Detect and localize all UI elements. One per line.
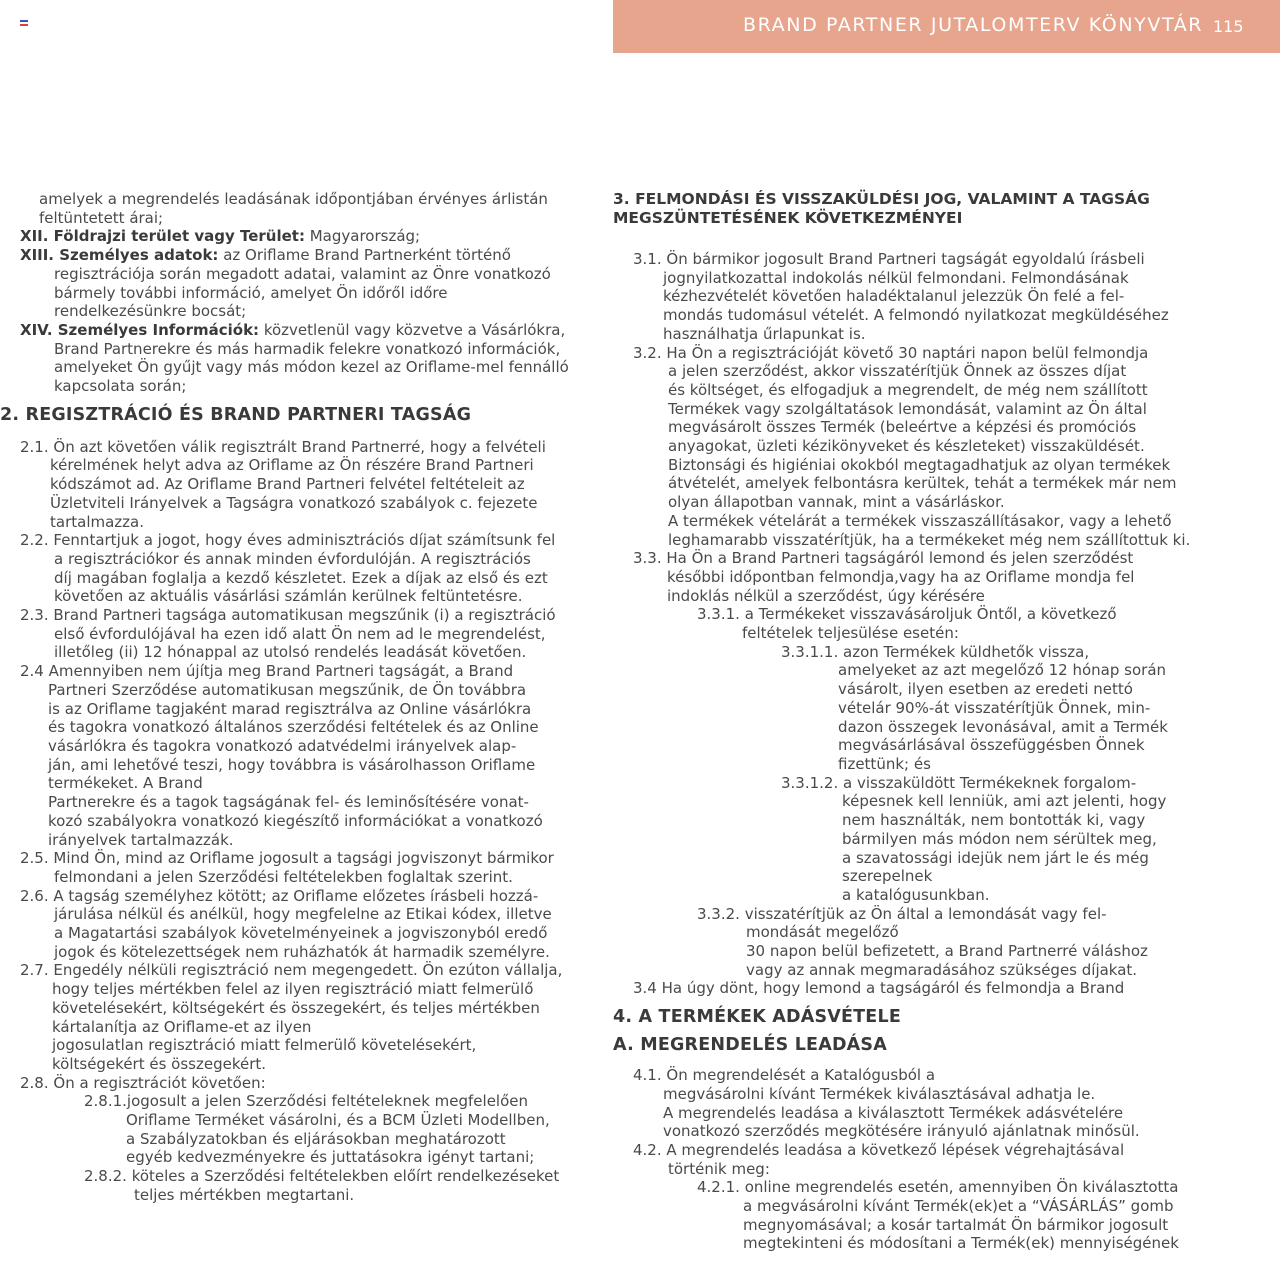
text-line: indoklás nélkül a szerződést, úgy kérésére (667, 586, 985, 605)
text-line: 30 napon belül befizetett, a Brand Partnerré váláshoz (746, 942, 1148, 961)
text-line: közvetlenül vagy közvetve a Vásárlókra, (259, 320, 566, 339)
text-line: járulása nélkül és anélkül, hogy megfelelne az Etikai kódex, illetve (54, 905, 552, 924)
clause-4-2-1 (613, 1178, 1278, 1253)
clause-3-1 (613, 250, 1278, 344)
definition-xiv (0, 321, 606, 396)
text-line: vásárlókra és tagokra vonatkozó adatvédelmi irányelvek alap- (48, 736, 517, 755)
clause-3-3-2 (613, 905, 1278, 980)
text-line: 3.3.1.2. a visszaküldött Termékeknek forgalom- (781, 773, 1137, 792)
text-line: használhatja űrlapunkat is. (663, 324, 866, 343)
text-line: Magyarország; (304, 227, 421, 246)
text-line: Termékek vagy szolgáltatások lemondását, valamint az Ön által (668, 399, 1147, 418)
text-line: az Oriflame Brand Partnerként történő (218, 246, 511, 265)
text-line: bármilyen más módon nem sérültek meg, (842, 829, 1157, 848)
text-line: a Szabályzatokban és eljárásokban meghatározott (126, 1129, 506, 1148)
text-line: 3.2. Ha Ön a regisztrációját követő 30 naptári napon belül felmondja (633, 343, 1149, 362)
text-line: amelyeket Ön gyűjt vagy más módon kezel az Oriflame-mel fennálló (54, 358, 569, 377)
text-line: díj magában foglalja a kezdő készletet. Ezek a díjak az első és ezt (54, 568, 548, 587)
text-line: a megvásárolni kívánt Termék(ek)et a “VÁSÁRLÁS” gomb (743, 1197, 1174, 1216)
text-line: megvásárlásával összefüggésben Önnek (838, 736, 1145, 755)
text-line: 3.3.1.1. azon Termékek küldhetők vissza, (781, 642, 1090, 661)
clause-3-3-1-1 (613, 643, 1278, 774)
text-line: teljes mértékben megtartani. (134, 1185, 355, 1204)
page-header (613, 0, 1280, 53)
text-line: megvásárolt összes Termék (beleértve a képzési és promóciós (668, 418, 1137, 437)
text-line: Partnerekre és a tagok tagságának fel- és leminősítésére vonat- (48, 793, 529, 812)
section-3-heading (613, 190, 1278, 228)
text-line: A megrendelés leadása a kiválasztott Termékek adásvételére (663, 1103, 1124, 1122)
text-line: megvásárolni kívánt Termékek kiválasztásával adhatja le. (663, 1084, 1096, 1103)
text-line: 3.3.1. a Termékeket visszavásároljuk Öntől, a következő (697, 605, 1117, 624)
text-line: követelésekért, költségekért és összegekért, és teljes mértékben (52, 998, 540, 1017)
text-line: követően az aktuális vásárlási számlán kerülnek feltüntetésre. (54, 587, 523, 606)
text-line: jogosulatlan regisztráció miatt felmerülő követelésekért, (52, 1036, 477, 1055)
text-line: egyéb kedvezményekre és juttatásokra igényt tartani; (126, 1148, 535, 1167)
text-line: első évfordulójával ha ezen idő alatt Ön nem ad le megrendelést, (54, 624, 546, 643)
right-column (613, 190, 1278, 1253)
text-line: ján, ami lehetővé teszi, hogy továbbra is vásárolhasson Oriflame (48, 755, 536, 774)
text-line: vagy az annak megmaradásához szükséges díjakat. (746, 960, 1138, 979)
text-line: és költséget, és elfogadjuk a megrendelt, de még nem szállított (668, 380, 1148, 399)
text-line: történik meg: (668, 1159, 770, 1178)
text-line: Oriflame Terméket vásárolni, és a BCM Üzleti Modellben, (126, 1111, 550, 1130)
clause-3-3 (613, 549, 1278, 605)
clause-2-7 (0, 961, 606, 1073)
section-a-heading: A. MEGRENDELÉS LEADÁSA (613, 1035, 887, 1056)
clause-2-8-2 (0, 1167, 606, 1204)
text-line: 3.3.2. visszatérítjük az Ön által a lemondását vagy fel- (697, 904, 1107, 923)
clause-2-4 (0, 662, 606, 849)
text-line: fizettünk; és (838, 754, 931, 773)
text-line: regisztrációja során megadott adatai, valamint az Önre vonatkozó (54, 264, 551, 283)
text-line: a jelen szerződést, akkor visszatérítjük Önnek az összes díjat (668, 362, 1127, 381)
text-line: a Magatartási szabályok követelményeinek a jogviszonyból eredő (54, 924, 548, 943)
language-flag-icon (20, 20, 28, 26)
text-line: mondását megelőző (746, 923, 899, 942)
text-line: jognyilatkozattal indokolás nélkül felmondani. Felmondásának (663, 268, 1129, 287)
text-line: XIV. Személyes Információk: (20, 320, 260, 339)
text-line: kapcsolata során; (54, 377, 187, 396)
text-line: XII. Földrajzi terület vagy Terület: (20, 227, 305, 246)
text-line: Partneri Szerződése automatikusan megszűnik, de Ön továbbra (48, 680, 527, 699)
text-line: vonatkozó szerződés megkötésére irányuló ajánlatnak minősül. (663, 1122, 1140, 1141)
clause-2-6 (0, 887, 606, 962)
clause-2-1 (0, 438, 606, 532)
section-2-heading: 2. REGISZTRÁCIÓ ÉS BRAND PARTNERI TAGSÁG (0, 404, 472, 425)
text-line: szerepelnek (842, 867, 933, 886)
text-line: 2.3. Brand Partneri tagsága automatikusan megszűnik (i) a regisztráció (20, 606, 556, 625)
text-line: jogok és kötelezettségek nem ruházhatók át harmadik személyre. (54, 942, 550, 961)
text-line: későbbi időpontban felmondja,vagy ha az Oriflame mondja fel (667, 567, 1135, 586)
text-line: 4.2.1. online megrendelés esetén, amennyiben Ön kiválasztotta (697, 1178, 1179, 1197)
definition-xi-continued (0, 190, 606, 227)
clause-2-3 (0, 606, 606, 662)
text-line: képesnek kell lenniük, ami azt jelenti, hogy (842, 792, 1167, 811)
text-line: Üzletviteli Irányelvek a Tagságra vonatkozó szabályok c. fejezete (50, 493, 538, 512)
clause-2-8-1 (0, 1092, 606, 1167)
text-line: 2.8. Ön a regisztrációt követően: (20, 1073, 266, 1092)
text-line: a katalógusunkban. (842, 885, 990, 904)
clause-3-3-1 (613, 605, 1278, 642)
text-line: felmondani a jelen Szerződési feltételekben foglaltak szerint. (54, 867, 513, 886)
text-line: és tagokra vonatkozó általános szerződési feltételek és az Online (48, 718, 539, 737)
page-number: 115 (1213, 17, 1244, 36)
text-line: kozó szabályokra vonatkozó kiegészítő információkat a vonatkozó (48, 811, 543, 830)
text-line: mondás tudomásul vételét. A felmondó nyilatkozat megküldéséhez (663, 306, 1169, 325)
text-line: rendelkezésünkre bocsát; (54, 302, 247, 321)
text-line: megtekinteni és módosítani a Termék(ek) mennyiségének (743, 1234, 1179, 1253)
text-line: 2.8.1.jogosult a jelen Szerződési feltételeknek megfelelően (84, 1092, 529, 1111)
clause-4-2 (613, 1141, 1278, 1178)
definition-xiii (0, 246, 606, 321)
text-line: átvételét, amelyek felbontásra kerültek, tehát a termékek már nem (668, 474, 1177, 493)
text-line: megnyomásával; a kosár tartalmát Ön bármikor jogosult (743, 1215, 1169, 1234)
text-line: amelyek a megrendelés leadásának időpontjában érvényes árlistán (39, 190, 548, 208)
clause-3-4 (613, 979, 1278, 998)
text-line: A termékek vételárát a termékek visszaszállításakor, vagy a lehető (668, 511, 1172, 530)
text-line: vásárolt, ilyen esetben az eredeti nettó (838, 680, 1133, 699)
text-line: 3.3. Ha Ön a Brand Partneri tagságáról lemond és jelen szerződést (633, 549, 1134, 568)
definition-xii (0, 227, 606, 246)
left-column (0, 190, 606, 1205)
text-line: a szavatossági idejük nem járt le és még (842, 848, 1149, 867)
text-line: termékeket. A Brand (48, 774, 203, 793)
text-line: kézhezvételét követően haladéktalanul jelezzük Ön felé a fel- (663, 287, 1125, 306)
text-line: a regisztrációkor és annak minden évfordulóján. A regisztrációs (54, 549, 531, 568)
text-line: 2.8.2. köteles a Szerződési feltételekben előírt rendelkezéseket (84, 1167, 560, 1186)
text-line: hogy teljes mértékben felel az ilyen regisztráció miatt felmerülő (52, 980, 534, 999)
clause-2-5 (0, 849, 606, 886)
text-line: költségekért és összegekért. (52, 1054, 267, 1073)
text-line: 4.2. A megrendelés leadása a következő lépések végrehajtásával (633, 1140, 1125, 1159)
text-line: anyagokat, üzleti kézikönyveket és készleteket) visszaküldését. (668, 437, 1145, 456)
text-line: 4.1. Ön megrendelését a Katalógusból a (633, 1066, 936, 1085)
text-line: 2.5. Mind Ön, mind az Oriflame jogosult a tagsági jogviszonyt bármikor (20, 849, 554, 868)
text-line: kódszámot ad. Az Oriflame Brand Partneri felvétel feltételeit az (50, 475, 525, 494)
text-line: olyan állapotban vannak, mint a vásárláskor. (668, 493, 1005, 512)
text-line: bármely további információ, amelyet Ön időről időre (54, 283, 448, 302)
text-line: 2.7. Engedély nélküli regisztráció nem megengedett. Ön ezúton vállalja, (20, 961, 563, 980)
text-line: is az Oriflame tagjaként marad regisztrálva az Online vásárlókra (48, 699, 532, 718)
clause-2-8 (0, 1074, 606, 1093)
text-line: 2.6. A tagság személyhez kötött; az Oriflame előzetes írásbeli hozzá- (20, 886, 539, 905)
text-line: Brand Partnerekre és más harmadik felekre vonatkozó információk, (54, 339, 561, 358)
text-line: Biztonsági és higiéniai okokból megtagadhatjuk az olyan termékek (668, 455, 1171, 474)
text-line: dazon összegek levonásával, amit a Termék (838, 717, 1168, 736)
text-line: tartalmazza. (50, 512, 144, 531)
text-line: 2.4 Amennyiben nem újítja meg Brand Partneri tagságát, a Brand (20, 662, 514, 681)
text-line: 2.1. Ön azt követően válik regisztrált Brand Partnerré, hogy a felvételi (20, 437, 546, 456)
section-4-heading: 4. A TERMÉKEK ADÁSVÉTELE (613, 1007, 901, 1028)
clause-4-1 (613, 1066, 1278, 1141)
text-line: feltüntetett árai; (39, 208, 164, 227)
text-line: XIII. Személyes adatok: (20, 246, 219, 265)
text-line: leghamarabb visszatérítjük, ha a termékeket még nem szállítottuk ki. (668, 530, 1191, 549)
clause-2-2 (0, 531, 606, 606)
clause-3-3-1-2 (613, 774, 1278, 905)
text-line: kártalanítja az Oriflame-et az ilyen (52, 1017, 312, 1036)
text-line: kérelmének helyt adva az Oriflame az Ön részére Brand Partneri (50, 456, 534, 475)
document-title: BRAND PARTNER JUTALOMTERV KÖNYVTÁR (743, 14, 1204, 36)
text-line: MEGSZÜNTETÉSÉNEK KÖVETKEZMÉNYEI (613, 209, 963, 227)
text-line: feltételek teljesülése esetén: (742, 624, 959, 643)
text-line: 3.4 Ha úgy dönt, hogy lemond a tagságáról és felmondja a Brand (633, 979, 1125, 998)
text-line: 3.1. Ön bármikor jogosult Brand Partneri tagságát egyoldalú írásbeli (633, 250, 1145, 268)
text-line: 2.2. Fenntartjuk a jogot, hogy éves adminisztrációs díjat számítsunk fel (20, 531, 556, 550)
text-line: illetőleg (ii) 12 hónappal az utolsó rendelés leadását követően. (54, 643, 527, 662)
text-line: nem használták, nem bontották ki, vagy (842, 811, 1146, 830)
text-line: amelyeket az azt megelőző 12 hónap során (838, 661, 1167, 680)
clause-3-2 (613, 344, 1278, 550)
text-line: 3. FELMONDÁSI ÉS VISSZAKÜLDÉSI JOG, VALAMINT A TAGSÁG (613, 190, 1150, 208)
text-line: vételár 90%-át visszatérítjük Önnek, min- (838, 698, 1151, 717)
text-line: irányelvek tartalmazzák. (48, 830, 234, 849)
